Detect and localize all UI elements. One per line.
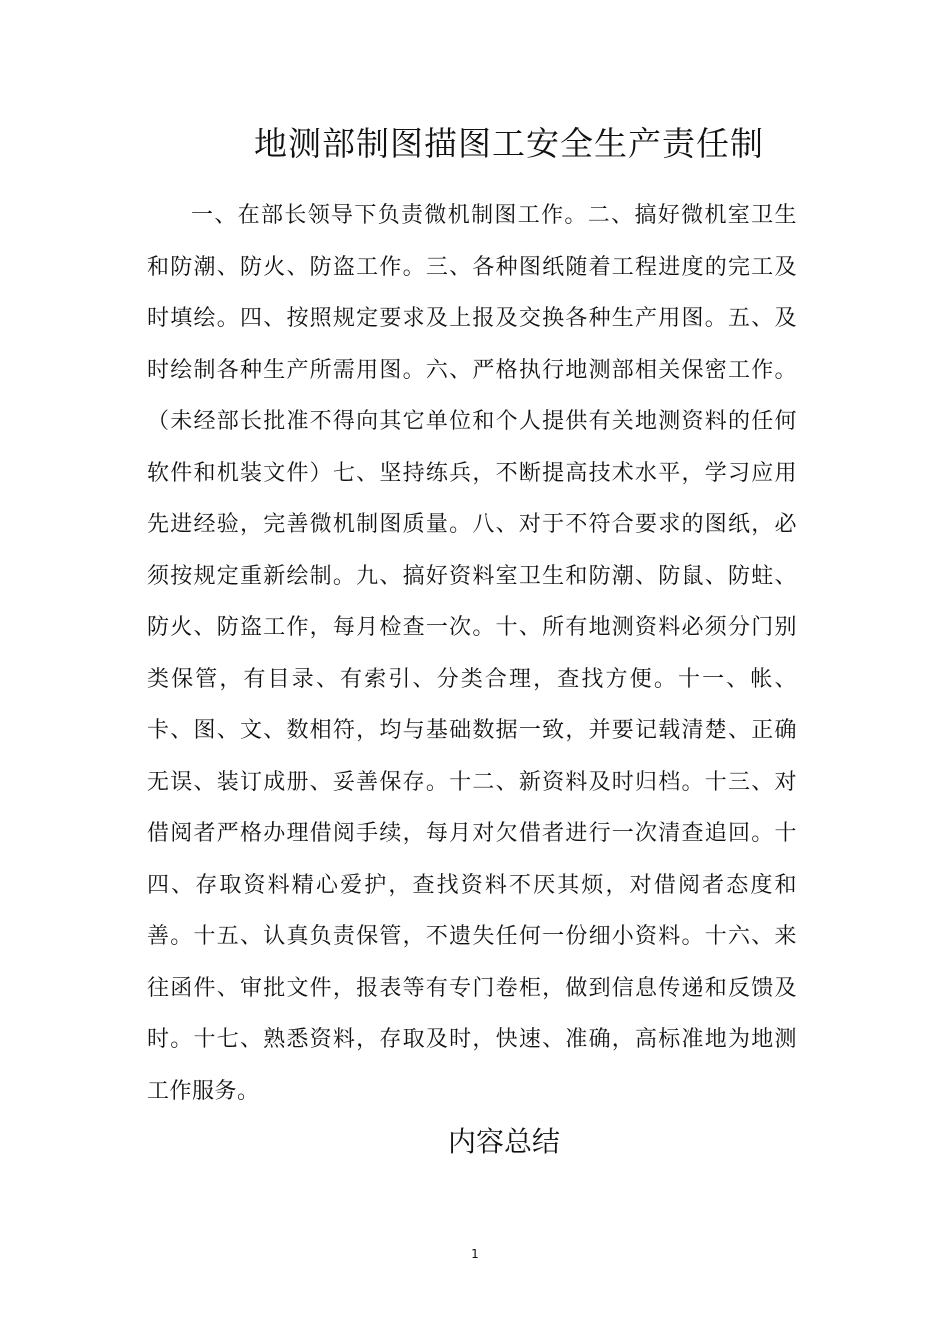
summary-heading: 内容总结 xyxy=(447,1125,560,1158)
document-title: 地测部制图描图工安全生产责任制 xyxy=(254,124,764,163)
body-paragraph: 一、在部长领导下负责微机制图工作。二、搞好微机室卫生和防潮、防火、防盗工作。三、各种图纸随着工程进度的完工及时填绘。四、按照规定要求及上报及交换各种生产用图。五、及时绘制各种生产所需用图。六、严格执行地测部相关保密工作。（未经部长批准不得向其它单位和个人提供有关地测资料的任何软件和机装文件）七、坚持练兵，不断提高技术水平，学习应用先进经验，完善微机制图质量。八、对于不符合要求的图纸，必须按规定重新绘制。九、搞好资料室卫生和防潮、防鼠、防蛀、防火、防盗工作，每月检查一次。十、所有地测资料必须分门别类保管，有目录、有索引、分类合理，查找方便。十一、帐、卡、图、文、数相符，均与基础数据一致，并要记载清楚、正确无误、装订成册、妥善保存。十二、新资料及时归档。十三、对借阅者严格办理借阅手续，每月对欠借者进行一次清查追回。十四、存取资料精心爱护，查找资料不厌其烦，对借阅者态度和善。十五、认真负责保管，不遗失任何一份细小资料。十六、来往函件、审批文件，报表等有专门卷柜，做到信息传递和反馈及时。十七、熟悉资料，存取及时，快速、准确，高标准地为地测工作服务。 xyxy=(147,203,797,1104)
page-number: 1 xyxy=(471,1247,479,1261)
